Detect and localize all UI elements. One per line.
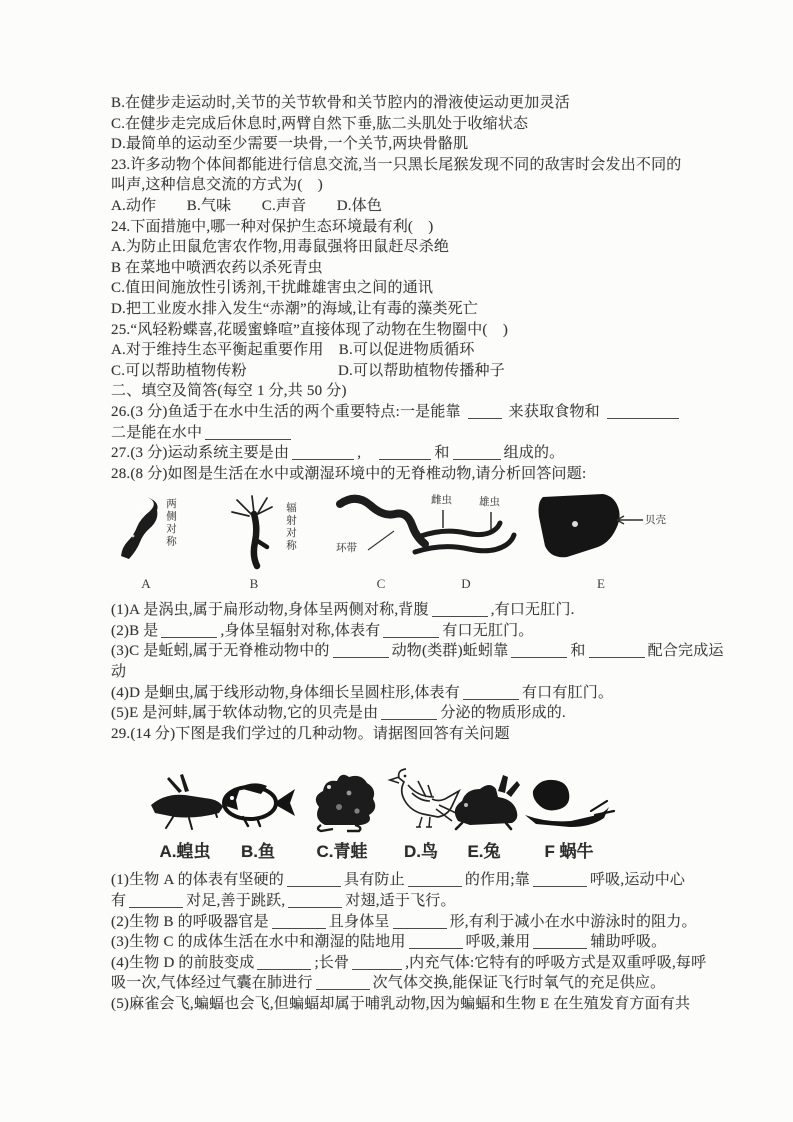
text-segment: (5)麻雀会飞,蝙蝠也会飞,但蝙蝠却属于哺乳动物,因为蝙蝠和生物 E 在生殖发育方面有共 [111,996,691,1012]
label-fish: B.鱼 [241,842,275,862]
figure-q28-invertebrates [111,492,693,594]
text-line [111,443,693,464]
text-line [111,381,693,402]
text-segment: (1)A 是涡虫,属于扁形动物,身体呈两侧对称,背腹 [111,602,429,619]
text-segment: 27.(3 分)运动系统主要是由 [111,445,290,462]
text-segment: 有口有肛门。 [521,684,614,701]
text-line [111,258,693,279]
text-segment: 的作用;靠 [464,872,530,889]
text-segment: , [357,445,377,462]
text-line [111,932,693,953]
text-segment: A.对于维持生态平衡起重要作用 B.可以促进物质循环 [111,342,475,359]
text-segment: 和 [434,445,450,462]
text-line [111,464,693,485]
text-segment: B 在菜地中喷洒农药以杀死青虫 [111,259,323,276]
text-segment: (3)生物 C 的成体生活在水中和潮湿的陆地用 [111,934,406,951]
text-line [111,703,693,724]
fig1-letter-b: B [249,576,259,592]
text-line [111,320,693,341]
label-rabbit: E.兔 [467,842,501,862]
text-line [111,340,693,361]
text-segment: (4)D 是蛔虫,属于线形动物,身体细长呈圆柱形,体表有 [111,684,460,701]
text-segment: (2)B 是 [111,622,159,639]
text-line [111,870,693,891]
text-segment: A.动作 B.气味 C.声音 D.体色 [111,197,383,214]
label-frog: C.青蛙 [316,842,368,862]
fig1-cell-planarian [111,492,181,592]
text-segment: (4)生物 D 的前肢变成 [111,954,255,971]
q29-subquestions-section [111,870,707,1014]
text-line [111,196,693,217]
caption-bilateral-symmetry: 两侧对称 [165,498,176,549]
label-locust: A.蝗虫 [159,842,211,862]
text-line [111,600,693,621]
answer-blank [379,446,431,460]
exam-content [111,93,724,1015]
fig1-cell-roundworms [411,492,521,592]
choice-questions-section [111,93,693,484]
text-line [111,134,693,155]
caption-male-worm: 雄虫 [479,497,500,509]
answer-blank [607,405,679,419]
text-line [111,641,724,662]
text-segment: ,有口无肛门. [490,602,575,619]
text-segment: 有口无肛门。 [442,622,534,639]
answer-blank [257,956,311,970]
text-segment: 分泌的物质形成的. [440,705,566,722]
text-segment: 呼吸,运动中心 [589,872,686,889]
text-segment: D.把工业废水排入发生“赤潮”的海域,让有毒的藻类死亡 [111,300,479,317]
text-segment: ,内充气体:它特有的呼吸方式是双重呼吸,每呼 [405,954,707,971]
text-line [111,217,693,238]
answer-blank [287,873,341,887]
answer-blank [393,915,447,929]
text-segment: 次气体交换,能保证飞行时氧气的充足供应。 [372,975,666,992]
fig2-cell-rabbit [442,750,526,862]
caption-radial-symmetry: 辐射对称 [285,502,296,553]
text-segment: 26.(3 分)鱼适于在水中生活的两个重要特点:一是能靠 [111,403,465,420]
mussel-sketch [531,492,671,574]
fig2-cell-snail [519,750,619,862]
roundworm-sketch [411,492,521,572]
caption-shell: 贝壳 [645,515,666,527]
hydra-sketch [225,492,281,570]
text-line [111,662,693,683]
label-snail: F 蜗牛 [544,842,594,862]
text-line [111,973,693,994]
text-segment: 具有防止 [344,872,405,889]
fig1-letter-e: E [597,576,605,592]
text-line [111,953,707,974]
text-line [111,361,693,382]
snail-sketch [519,771,619,833]
text-segment: C.值田间施放性引诱剂,干扰雌雄害虫之间的通讯 [111,280,434,297]
text-line [111,299,693,320]
text-segment: 形,有利于减小在水中游泳时的阻力。 [449,913,697,930]
answer-blank [533,935,587,949]
locust-sketch [145,771,225,833]
answer-blank [352,956,402,970]
text-segment: ;长骨 [314,954,350,971]
text-segment: 配合完成运 [647,643,724,660]
text-line [111,237,693,258]
text-segment: 组成的。 [503,445,565,462]
text-segment: 有 [111,893,127,910]
text-segment: (2)生物 B 的呼吸器官是 [111,913,269,930]
text-segment: (5)E 是河蚌,属于软体动物,它的贝壳是由 [111,705,379,722]
fig2-cell-fish [216,750,300,862]
text-segment: 叫声,这种信息交流的方式为( ) [111,177,323,194]
answer-blank [272,915,326,929]
text-segment: 对足,善于跳跃, [186,893,286,910]
text-segment: 动 [111,664,127,681]
answer-blank [409,935,463,949]
fig2-cell-frog [300,750,384,862]
text-line [111,93,693,114]
fish-sketch [217,771,299,833]
text-line [111,683,693,704]
text-segment: 23.许多动物个体间都能进行信息交流,当一只黑长尾猴发现不同的敌害时会发出不同的 [111,156,682,173]
text-segment: 二、填空及简答(每空 1 分,共 50 分) [111,383,347,400]
text-segment: 25.“风轻粉蝶喜,花暖蜜蜂喧”直接体现了动物在生物圈中( ) [111,321,509,338]
answer-blank [463,686,519,700]
answer-blank [288,894,342,908]
answer-blank [511,644,567,658]
text-segment: ,身体呈辐射对称,体表有 [220,622,381,639]
text-segment: A.为防止田鼠危害农作物,用毒鼠强将田鼠赶尽杀绝 [111,239,450,256]
answer-blank [468,405,502,419]
label-bird: D.鸟 [404,842,438,862]
answer-blank [161,624,217,638]
text-line [111,912,697,933]
answer-blank [129,894,183,908]
fig1-letter-c: C [376,576,386,592]
text-segment: 和 [570,643,586,660]
text-line [111,278,693,299]
text-line [111,994,693,1015]
answer-blank [205,426,291,440]
text-segment: 28.(8 分)如图是生活在水中或潮湿环境中的无脊椎动物,请分析回答问题: [111,465,587,482]
answer-blank [333,644,389,658]
text-segment: 吸一次,气体经过气囊在肺进行 [111,975,313,992]
answer-blank [589,644,645,658]
caption-female-worm: 雌虫 [431,495,452,507]
figure-q29-animals [111,750,693,862]
text-line [111,621,693,642]
fig1-letter-a: A [141,576,151,592]
answer-blank [533,873,587,887]
answer-blank [383,624,439,638]
planarian-sketch [115,494,167,570]
text-line [111,402,693,423]
text-segment: B.在健步走运动时,关节的关节软骨和关节腔内的滑液使运动更加灵活 [111,95,570,111]
answer-blank [316,976,370,990]
text-line [111,175,693,196]
text-segment: 二是能在水中 [111,424,203,441]
text-segment: C.可以帮助植物传粉 D.可以帮助植物传播种子 [111,362,505,379]
text-segment: (3)C 是蚯蚓,属于无脊椎动物中的 [111,643,330,660]
answer-blank [432,603,488,617]
text-segment: 对翅,适于飞行。 [345,893,456,910]
text-segment: 29.(14 分)下图是我们学过的几种动物。请据图回答有关问题 [111,725,510,742]
fig1-cell-mussel [531,492,671,592]
text-line [111,114,693,135]
text-segment: C.在健步走完成后休息时,两臂自然下垂,肱二头肌处于收缩状态 [111,115,529,132]
frog-sketch [309,771,375,833]
answer-blank [408,873,462,887]
fig1-letter-d: D [461,576,471,592]
rabbit-sketch [446,771,522,833]
text-segment: 辅助呼吸。 [590,934,667,951]
q28-subquestions-section [111,600,724,744]
fig1-cell-hydra [219,492,296,592]
text-segment: 24.下面措施中,哪一种对保护生态环境最有利( ) [111,218,434,235]
text-segment: D.最简单的运动至少需要一块骨,一个关节,两块骨骼肌 [111,136,469,153]
caption-clitellum: 环带 [336,543,357,555]
text-segment: 呼吸,兼用 [465,934,531,951]
text-line [111,891,693,912]
text-segment: 且身体呈 [328,913,390,930]
fig2-cell-locust [143,750,227,862]
text-segment: (1)生物 A 的体表有坚硬的 [111,872,284,889]
answer-blank [453,446,501,460]
text-line [111,155,693,176]
text-segment: 动物(类群)蚯蚓靠 [391,643,509,660]
text-line [111,423,693,444]
answer-blank [292,446,354,460]
answer-blank [381,706,437,720]
text-segment: 来获取食物和 [504,403,604,420]
text-line [111,724,693,745]
